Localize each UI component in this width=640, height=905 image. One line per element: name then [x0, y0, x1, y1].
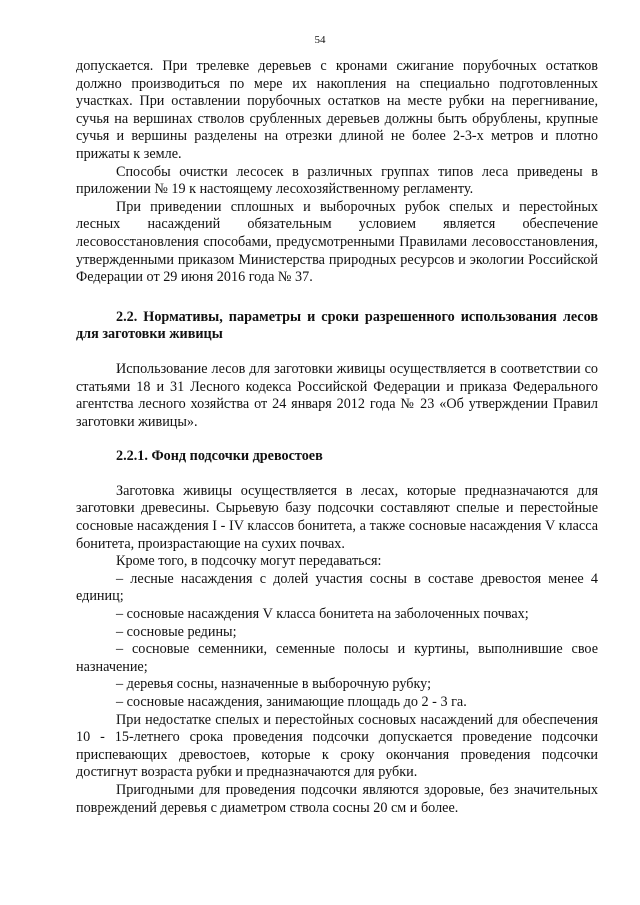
list-item: – деревья сосны, назначенные в выборочную рубку; [116, 676, 432, 693]
list-item: – сосновые насаждения V класса бонитета на заболоченных почвах; [116, 606, 529, 623]
page-number: 54 [314, 34, 326, 46]
paragraph-resin-usage: Использование лесов для заготовки живицы осуществляется в соответствии со статьями 18 и 31 Лесного кодекса Российской Федерации и приказа Федерального агентства лесного хозяйства от 24 января 2012 года № 23 «Об утверждении Правил заготовки живицы». [76, 360, 598, 430]
paragraph-slash-disposal: допускается. При трелевке деревьев с кронами сжигание порубочных остатков должно производиться по мере их накопления на специально подготовленных участках. При оставлении порубочных остатков на месте рубки на перегнивание, сучья на вершинах стволов срубленных деревьев должны быть обрублены, крупные сучья и вершины разделены на отрезки длиной не более 2-3-х метров и плотно прижаты к земле. [76, 58, 598, 162]
paragraph-reforestation: При приведении сплошных и выборочных рубок спелых и перестойных лесных насаждений обязательным условием является обеспечение лесовосстановления способами, предусмотренными Правилами лесовосстановления, утвержденными приказом Министерства природных ресурсов и экологии Российской Федерации от 29 июня 2016 года № 37. [76, 198, 598, 286]
paragraph-shortage: При недостатке спелых и перестойных сосновых насаждений для обеспечения 10 - 15-летнего срока проведения подсочки допускается проведение подсочки приспевающих древостоев, которые к сроку окончания проведения подсочки достигнут возраста рубки и предназначаются для рубки. [76, 711, 598, 781]
page-content [76, 58, 598, 817]
paragraph-suitable-trees: Пригодными для проведения подсочки являются здоровые, без значительных повреждений деревья с диаметром ствола сосны 20 см и более. [76, 781, 598, 816]
tapping-list [76, 571, 598, 712]
list-item: – сосновые семенники, семенные полосы и куртины, выполнившие свое назначение; [76, 641, 598, 675]
paragraph-tapping-fund: Заготовка живицы осуществляется в лесах, которые предназначаются для заготовки древесины. Сырьевую базу подсочки составляют спелые и перестойные сосновые насаждения I - IV классов бонитета, а также сосновые насаждения V класса бонитета, произрастающие на сухих почвах. [76, 482, 598, 552]
paragraph-cleaning-methods: Способы очистки лесосек в различных группах типов леса приведены в приложении № 19 к настоящему лесохозяйственному регламенту. [76, 163, 598, 198]
list-intro: Кроме того, в подсочку могут передаваться: [116, 553, 382, 570]
section-heading-2-2: 2.2. Нормативы, параметры и сроки разрешенного использования лесов для заготовки живицы [76, 308, 598, 343]
section-heading-2-2-1: 2.2.1. Фонд подсочки древостоев [116, 448, 323, 465]
list-item: – сосновые редины; [116, 623, 237, 640]
list-item: – сосновые насаждения, занимающие площадь до 2 - 3 га. [116, 694, 467, 710]
list-item: – лесные насаждения с долей участия сосны в составе древостоя менее 4 единиц; [76, 570, 598, 605]
